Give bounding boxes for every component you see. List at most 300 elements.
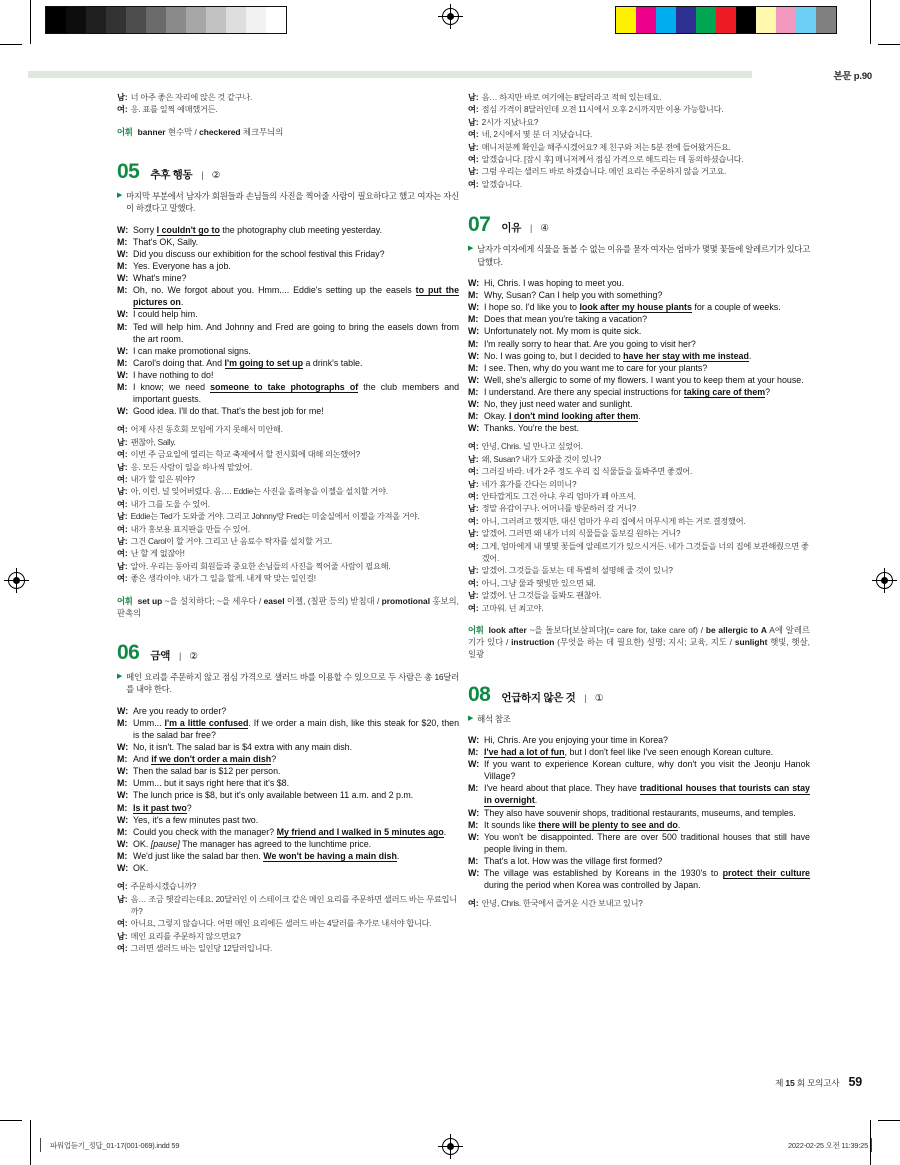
- speaker-label: M:: [117, 321, 128, 332]
- speaker-label: M:: [117, 357, 128, 368]
- script-text-run: The manager has agreed to the lunchtime price.: [179, 838, 372, 849]
- speaker-label: W:: [117, 863, 129, 874]
- english-script-text: [484, 831, 810, 855]
- speaker-label: 남:: [117, 894, 128, 904]
- color-swatch: [676, 7, 696, 33]
- english-script-line: [117, 236, 459, 248]
- vocabulary-definition: 홍보의, 판촉의: [117, 595, 459, 618]
- triangle-right-icon: ▶: [468, 245, 474, 253]
- spacer: [117, 417, 459, 424]
- question-heading-separator: |: [584, 692, 587, 703]
- english-script-text: [133, 838, 371, 850]
- answer-explanation-text: 마지막 부분에서 남자가 회원들과 손님들의 사진을 찍어줄 사람이 필요하다고 했고 여자는 자신이 하겠다고 말했다.: [126, 191, 459, 214]
- speaker-label: 여:: [468, 541, 479, 551]
- speaker-label: M:: [117, 826, 128, 837]
- speaker-label: 여:: [117, 474, 128, 484]
- question-heading-separator: |: [530, 223, 533, 234]
- korean-script-line: [117, 486, 459, 498]
- question-answer-key: ①: [594, 692, 604, 704]
- answer-explanation-text: 해석 참조: [477, 713, 511, 724]
- spacer: [468, 891, 810, 898]
- english-script-line: [117, 357, 459, 369]
- script-text-run: Does that mean you're taking a vacation?: [484, 314, 648, 325]
- english-script-text: [133, 308, 198, 320]
- script-text-run: What's mine?: [133, 273, 187, 284]
- answer-explanation-text: 메인 요리를 주문하지 않고 점심 가격으로 샐러드 바를 이용할 수 있으므로 두 사람은 총 16달러를 내야 한다.: [126, 672, 459, 695]
- speaker-label: W:: [468, 350, 480, 361]
- left-column: [117, 92, 459, 956]
- speaker-label: 남:: [468, 591, 479, 601]
- english-script-text: [484, 422, 579, 434]
- korean-script-line: [117, 437, 459, 449]
- speaker-label: 여:: [117, 425, 128, 435]
- english-script-line: [117, 308, 459, 320]
- korean-script-text: 알겠어. 그러면 왜 내가 너의 식물들을 돌보길 원하는 거니?: [481, 529, 681, 539]
- korean-script-text: 왜, Susan? 내가 도와줄 것이 있니?: [481, 454, 601, 464]
- korean-script-text: 아, 이런. 널 잊어버렸다. 음…. Eddie는 사진을 올려놓을 이젤을 설치할 거야.: [130, 487, 388, 497]
- script-text-run: Ted will help him. And Johnny and Fred are going to bring the easels down from the art room.: [133, 321, 459, 344]
- script-text-run: .: [534, 795, 538, 806]
- script-text-run: .: [748, 350, 752, 361]
- speaker-label: W:: [117, 705, 129, 716]
- script-text-run: I hope so. I'd like you to: [484, 302, 580, 313]
- speaker-label: 남:: [117, 561, 128, 571]
- print-timestamp: 2022-02-25 오전 11:39:25: [787, 1141, 868, 1150]
- speaker-label: W:: [117, 742, 129, 753]
- english-script-line: [117, 753, 459, 765]
- korean-script-text: 네가 휴가를 간다는 의미니?: [481, 479, 577, 489]
- english-script-text: [484, 386, 770, 398]
- english-script-line: [117, 272, 459, 284]
- speaker-label: 여:: [468, 179, 479, 189]
- key-phrase-underlined: I'm a little confused: [164, 717, 249, 728]
- speaker-label: M:: [468, 362, 479, 373]
- korean-script-line: [117, 424, 459, 436]
- korean-script-line: [468, 166, 810, 178]
- korean-script-line: [468, 578, 810, 590]
- speaker-label: W:: [117, 273, 129, 284]
- korean-script-text: 주문하시겠습니까?: [130, 882, 197, 892]
- vocabulary-definition: A에 알레르기가 있다 /: [468, 624, 810, 648]
- english-script-line: [117, 260, 459, 272]
- korean-script-line: [117, 894, 459, 919]
- speaker-label: W:: [117, 224, 129, 235]
- english-script-line: [117, 381, 459, 405]
- grayscale-swatch: [246, 7, 266, 33]
- speaker-label: W:: [468, 423, 480, 434]
- answer-explanation: [468, 243, 810, 268]
- question-number: 08: [468, 682, 491, 706]
- korean-script-text: 알겠습니다.: [481, 179, 522, 189]
- vocabulary-term: be allergic to A: [705, 624, 767, 635]
- korean-script-text: 고마워. 넌 최고야.: [481, 603, 544, 613]
- script-text-run: Umm...: [133, 717, 165, 728]
- grayscale-swatch: [186, 7, 206, 33]
- speaker-label: M:: [117, 285, 128, 296]
- crop-mark: [870, 0, 871, 44]
- page-footer: [775, 1075, 862, 1089]
- english-script-line: [468, 325, 810, 337]
- spacer: [468, 434, 810, 441]
- speaker-label: W:: [468, 807, 480, 818]
- english-script-text: [133, 284, 459, 308]
- english-script-text: [133, 381, 459, 405]
- key-phrase-underlined: Is it past two: [133, 802, 187, 813]
- vocabulary-label: 어휘: [117, 126, 133, 137]
- speaker-label: 여:: [468, 442, 479, 452]
- script-text-run: Oh, no. We forgot about you. Hmm.... Eddie's setting up the easels: [133, 285, 416, 296]
- speaker-label: 여:: [468, 130, 479, 140]
- footer-rule-right: [871, 1138, 872, 1152]
- vocabulary-definition: 이젤, (칠판 등의) 받침대 /: [284, 595, 382, 606]
- korean-script-text: 응. 모든 사람이 일을 하나씩 맡았어.: [130, 462, 253, 472]
- korean-script-line: [117, 511, 459, 523]
- korean-script-line: [468, 92, 810, 104]
- english-script-text: [484, 350, 751, 362]
- english-script-text: [484, 867, 810, 891]
- korean-script-line: [117, 536, 459, 548]
- korean-script-text: 좋은 생각이야. 내가 그 일을 할게. 내게 딱 맞는 일인걸!: [130, 574, 316, 584]
- english-script-text: [484, 325, 641, 337]
- english-script-text: [484, 289, 662, 301]
- vocabulary-block: [468, 624, 810, 661]
- korean-script-text: 난 할 게 없잖아!: [130, 549, 185, 559]
- vocabulary-term: instruction: [511, 637, 555, 648]
- korean-script-text: 아니, 그러려고 했지만, 대신 엄마가 우리 집에서 머무시게 하는 거로 결정했어.: [481, 516, 746, 526]
- script-text-run: OK.: [133, 838, 151, 849]
- english-script-text: [133, 717, 459, 741]
- speaker-label: 여:: [117, 944, 128, 954]
- english-script-line: [117, 224, 459, 236]
- vocabulary-definition: 햇빛, 햇살, 일광: [468, 637, 811, 660]
- vocabulary-term: easel: [263, 595, 285, 606]
- english-script-text: [133, 705, 226, 717]
- vocabulary-term: banner: [137, 126, 166, 137]
- vocabulary-label: 어휘: [117, 595, 133, 606]
- english-script-text: [133, 248, 385, 260]
- question-answer-key: ②: [189, 651, 198, 663]
- question-type-title: 금액: [150, 650, 171, 663]
- color-swatch: [776, 7, 796, 33]
- registration-mark-left: [8, 572, 25, 589]
- korean-script-line: [468, 898, 810, 910]
- speaker-label: 남:: [117, 536, 128, 546]
- grayscale-swatch: [226, 7, 246, 33]
- key-phrase-underlined: My friend and I walked in 5 minutes ago: [276, 826, 444, 837]
- key-phrase-underlined: there will be plenty to see and do: [538, 819, 678, 830]
- english-script-text: [133, 741, 352, 753]
- speaker-label: 남:: [468, 566, 479, 576]
- speaker-label: W:: [468, 868, 480, 879]
- korean-script-text: 정말 유감이구나. 어머니를 방문하러 갈 거니?: [481, 504, 636, 514]
- textbook-page-reference: 본문 p.90: [833, 71, 872, 82]
- english-script-text: [133, 236, 198, 248]
- english-script-text: [484, 819, 680, 831]
- print-source-filename: 파워업듣기_정답_01-17(001-069).indd 59: [50, 1141, 180, 1150]
- korean-script-line: [117, 92, 459, 104]
- speaker-label: 남:: [117, 437, 128, 447]
- page-number: 59: [848, 1075, 862, 1089]
- english-script-line: [117, 789, 459, 801]
- answer-explanation-text: 남자가 여자에게 식물을 돌볼 수 없는 이유를 묻자 여자는 엄마가 몇몇 꽃들에 알레르기가 있다고 답했다.: [477, 244, 810, 267]
- registration-mark-top: [442, 8, 459, 25]
- korean-script-text: 음… 조금 헷갈리는데요. 20달러인 이 스테이크 같은 메인 요리를 주문하면 샐러드 바는 무료입니까?: [130, 894, 457, 916]
- question-number: 06: [117, 641, 140, 665]
- english-script-text: [484, 277, 624, 289]
- script-text-run: Umm... but it says right here that it's $8.: [133, 778, 290, 789]
- script-text-run: Could you check with the manager?: [133, 826, 277, 837]
- registration-mark-right: [876, 572, 893, 589]
- question-heading: [468, 214, 810, 235]
- grayscale-swatch: [146, 7, 166, 33]
- english-script-text: [133, 321, 459, 345]
- english-script-text: [133, 802, 192, 814]
- korean-script-text: 내가 그를 도울 수 있어.: [130, 499, 210, 509]
- korean-script-line: [117, 548, 459, 560]
- korean-script-text: 내가 할 일은 뭐야?: [130, 474, 195, 484]
- script-text-run: Well, she's allergic to some of my flowers. I want you to keep them at your house.: [484, 374, 804, 385]
- korean-script-text: 음… 하지만 바로 여기에는 8달러라고 적혀 있는데요.: [481, 93, 662, 102]
- color-swatch: [656, 7, 676, 33]
- english-script-text: [133, 753, 276, 765]
- korean-script-text: 내가 홍보용 표지판을 만들 수 있어.: [130, 524, 251, 534]
- english-script-line: [468, 734, 810, 746]
- script-text-run: You won't be disappointed. There are over 500 traditional houses that still have people living in them.: [484, 831, 810, 854]
- korean-script-line: [468, 179, 810, 191]
- vocabulary-term: set up: [137, 595, 163, 606]
- script-text-run: No, they just need water and sunlight.: [484, 399, 633, 409]
- key-phrase-underlined: We won't be having a main dish: [263, 850, 397, 861]
- script-text-run: Hi, Chris. Are you enjoying your time in Korea?: [484, 734, 668, 745]
- color-swatch: [696, 7, 716, 33]
- triangle-right-icon: ▶: [117, 192, 123, 200]
- korean-script-text: 2시가 지났나요?: [481, 117, 539, 127]
- script-text-run: ?: [186, 802, 192, 813]
- script-text-run: Okay.: [484, 411, 509, 422]
- speaker-label: W:: [468, 399, 480, 409]
- english-script-text: [484, 734, 668, 746]
- english-script-text: [133, 345, 251, 357]
- speaker-label: W:: [468, 759, 480, 770]
- script-text-run: a drink's table.: [303, 357, 363, 368]
- korean-translation-block: [468, 92, 810, 191]
- header-rule: [28, 71, 752, 78]
- korean-script-text: 그건 Carol이 할 거야. 그리고 난 음료수 탁자를 설치할 거고.: [130, 536, 333, 546]
- key-phrase-underlined: taking care of them: [683, 386, 766, 397]
- korean-script-line: [117, 499, 459, 511]
- right-column: [468, 92, 810, 911]
- key-phrase-underlined: I don't mind looking after them: [509, 411, 639, 422]
- korean-script-line: [117, 573, 459, 585]
- speaker-label: M:: [117, 754, 128, 765]
- korean-script-text: 알겠습니다. [잠시 후] 매니저께서 점심 가격으로 해드리는 데 동의하셨습니다.: [481, 155, 744, 165]
- english-script-line: [468, 301, 810, 313]
- vocabulary-term: promotional: [381, 595, 431, 606]
- speaker-label: W:: [468, 734, 480, 745]
- english-script-line: [468, 398, 810, 410]
- korean-script-line: [468, 528, 810, 540]
- script-text-run: the club members and important guests.: [133, 382, 460, 405]
- script-text-run: Carol's doing that. And: [133, 357, 225, 368]
- english-script-text: [133, 369, 213, 381]
- speaker-label: M:: [117, 778, 128, 789]
- english-script-line: [117, 321, 459, 345]
- english-script-line: [468, 386, 810, 398]
- english-script-line: [117, 850, 459, 862]
- korean-script-line: [117, 881, 459, 893]
- triangle-right-icon: ▶: [117, 673, 123, 681]
- korean-script-line: [468, 541, 810, 566]
- key-phrase-underlined: if we don't order a main dish: [151, 754, 272, 765]
- script-text-run: Thanks. You're the best.: [484, 423, 579, 434]
- korean-script-text: 알아. 우리는 동아리 회원들과 중요한 손님들의 사진을 찍어줄 사람이 필요해.: [130, 561, 391, 571]
- english-script-line: [117, 777, 459, 789]
- color-swatch: [736, 7, 756, 33]
- korean-script-text: 알겠어. 난 그것들을 돌봐도 괜찮아.: [481, 591, 602, 601]
- english-script-line: [117, 826, 459, 838]
- stage-direction: [pause]: [150, 838, 180, 849]
- script-text-run: We'd just like the salad bar then.: [133, 850, 264, 861]
- english-script-text: [133, 789, 413, 801]
- speaker-label: M:: [468, 855, 479, 866]
- korean-script-line: [468, 603, 810, 615]
- korean-script-text: 괜찮아, Sally.: [130, 437, 176, 447]
- speaker-label: M:: [468, 386, 479, 397]
- english-script-line: [468, 819, 810, 831]
- exam-label-prefix: 제: [775, 1078, 784, 1088]
- script-text-run: I know; we need: [133, 382, 211, 393]
- color-swatch: [636, 7, 656, 33]
- exam-label: [775, 1077, 839, 1089]
- english-script-line: [468, 350, 810, 362]
- korean-script-text: 그게, 엄마에게 내 몇몇 꽃들에 알레르기가 있으시거든. 네가 그것들을 너의 집에 보관해줬으면 좋겠어.: [481, 541, 809, 563]
- english-script-text: [484, 362, 707, 374]
- korean-script-line: [468, 104, 810, 116]
- key-phrase-underlined: I'm going to set up: [224, 357, 304, 368]
- speaker-label: M:: [468, 290, 479, 301]
- english-script-line: [468, 410, 810, 422]
- key-phrase-underlined: I've had a lot of fun: [484, 747, 565, 758]
- grayscale-swatch: [166, 7, 186, 33]
- vocabulary-definition: 현수막 /: [165, 126, 200, 137]
- exam-issue-number: 15: [785, 1078, 795, 1088]
- color-swatch: [816, 7, 836, 33]
- speaker-label: W:: [468, 302, 480, 313]
- script-text-run: I'm really sorry to hear that. Are you going to visit her?: [484, 338, 696, 349]
- speaker-label: W:: [468, 278, 480, 289]
- script-text-run: They also have souvenir shops, traditional restaurants, museums, and temples.: [484, 807, 796, 818]
- script-text-run: for a couple of weeks.: [691, 302, 781, 313]
- english-script-line: [117, 248, 459, 260]
- korean-script-text: 응. 표를 일찍 예매했거든.: [130, 105, 218, 115]
- korean-script-line: [117, 561, 459, 573]
- korean-script-line: [117, 474, 459, 486]
- speaker-label: M:: [117, 802, 128, 813]
- script-text-run: And: [133, 754, 152, 765]
- crop-mark: [0, 44, 22, 45]
- question-answer-key: ②: [211, 170, 221, 182]
- print-metadata-footer: [0, 1140, 900, 1152]
- speaker-label: M:: [117, 236, 128, 247]
- crop-mark: [878, 1120, 900, 1121]
- script-text-run: Yes. Everyone has a job.: [133, 261, 231, 272]
- speaker-label: 남:: [468, 479, 479, 489]
- korean-script-text: 아니, 그냥 물과 햇빛만 있으면 돼.: [481, 578, 596, 588]
- speaker-label: 여:: [468, 491, 479, 501]
- script-text-run: ?: [765, 386, 771, 397]
- script-text-run: That's OK, Sally.: [133, 236, 199, 247]
- speaker-label: 여:: [117, 549, 128, 559]
- english-script-text: [484, 855, 662, 867]
- english-script-line: [468, 831, 810, 855]
- korean-script-line: [117, 524, 459, 536]
- korean-script-line: [117, 943, 459, 955]
- english-script-line: [117, 802, 459, 814]
- english-script-line: [117, 765, 459, 777]
- speaker-label: 여:: [468, 516, 479, 526]
- script-text-run: I see. Then, why do you want me to care for your plants?: [484, 362, 708, 373]
- english-script-text: [484, 807, 796, 819]
- vocabulary-block: [117, 595, 459, 619]
- speaker-label: 남:: [117, 931, 128, 941]
- korean-script-line: [468, 466, 810, 478]
- korean-translation-block: [468, 898, 810, 910]
- korean-translation-block: [117, 424, 459, 585]
- speaker-label: 여:: [117, 882, 128, 892]
- answer-explanation: [468, 713, 810, 725]
- english-script-line: [468, 277, 810, 289]
- script-text-run: during the period when Korea was controlled by Japan.: [484, 880, 701, 891]
- english-script-line: [117, 369, 459, 381]
- speaker-label: 여:: [468, 155, 479, 165]
- korean-script-line: [468, 142, 810, 154]
- vocabulary-definition: 체크무늬의: [240, 126, 284, 137]
- script-text-run: .: [180, 297, 184, 308]
- script-text-run: I could help him.: [133, 309, 198, 320]
- korean-script-text: 네, 2시에서 몇 분 더 지났습니다.: [481, 130, 593, 140]
- speaker-label: W:: [117, 790, 129, 801]
- english-script-text: [484, 374, 804, 386]
- speaker-label: M:: [468, 411, 479, 422]
- vocabulary-term: checkered: [199, 126, 241, 137]
- page-header: [28, 68, 872, 82]
- key-phrase-underlined: look after my house plants: [579, 302, 692, 313]
- korean-script-text: 그럼 우리는 샐러드 바로 하겠습니다. 메인 요리는 주문하지 않을 거고요.: [481, 167, 727, 177]
- script-text-run: , but I don't feel like I've seen enough Korean culture.: [564, 747, 774, 758]
- speaker-label: M:: [117, 382, 128, 393]
- english-script-text: [484, 746, 773, 758]
- speaker-label: W:: [117, 838, 129, 849]
- korean-script-line: [468, 454, 810, 466]
- question-answer-key: ④: [540, 223, 549, 235]
- korean-script-line: [468, 491, 810, 503]
- korean-script-line: [117, 449, 459, 461]
- crop-mark: [0, 1120, 22, 1121]
- script-text-run: . If we order a main dish, like this steak for $20, then is the salad bar free?: [133, 717, 460, 741]
- speaker-label: M:: [468, 819, 479, 830]
- script-text-run: .: [677, 819, 681, 830]
- speaker-label: W:: [117, 766, 129, 777]
- korean-script-text: 아니요, 그렇지 않습니다. 어떤 메인 요리에든 샐러드 바는 4달러를 추가로 내셔야 합니다.: [130, 919, 432, 929]
- grayscale-calibration-bar: [45, 6, 287, 34]
- exam-label-suffix: 회 모의고사: [796, 1078, 840, 1088]
- english-script-text: [484, 758, 810, 782]
- korean-script-line: [117, 462, 459, 474]
- english-script-text: [484, 301, 781, 313]
- script-text-run: Hi, Chris. I was hoping to meet you.: [484, 278, 625, 289]
- english-script-line: [117, 838, 459, 850]
- speaker-label: 여:: [117, 499, 128, 509]
